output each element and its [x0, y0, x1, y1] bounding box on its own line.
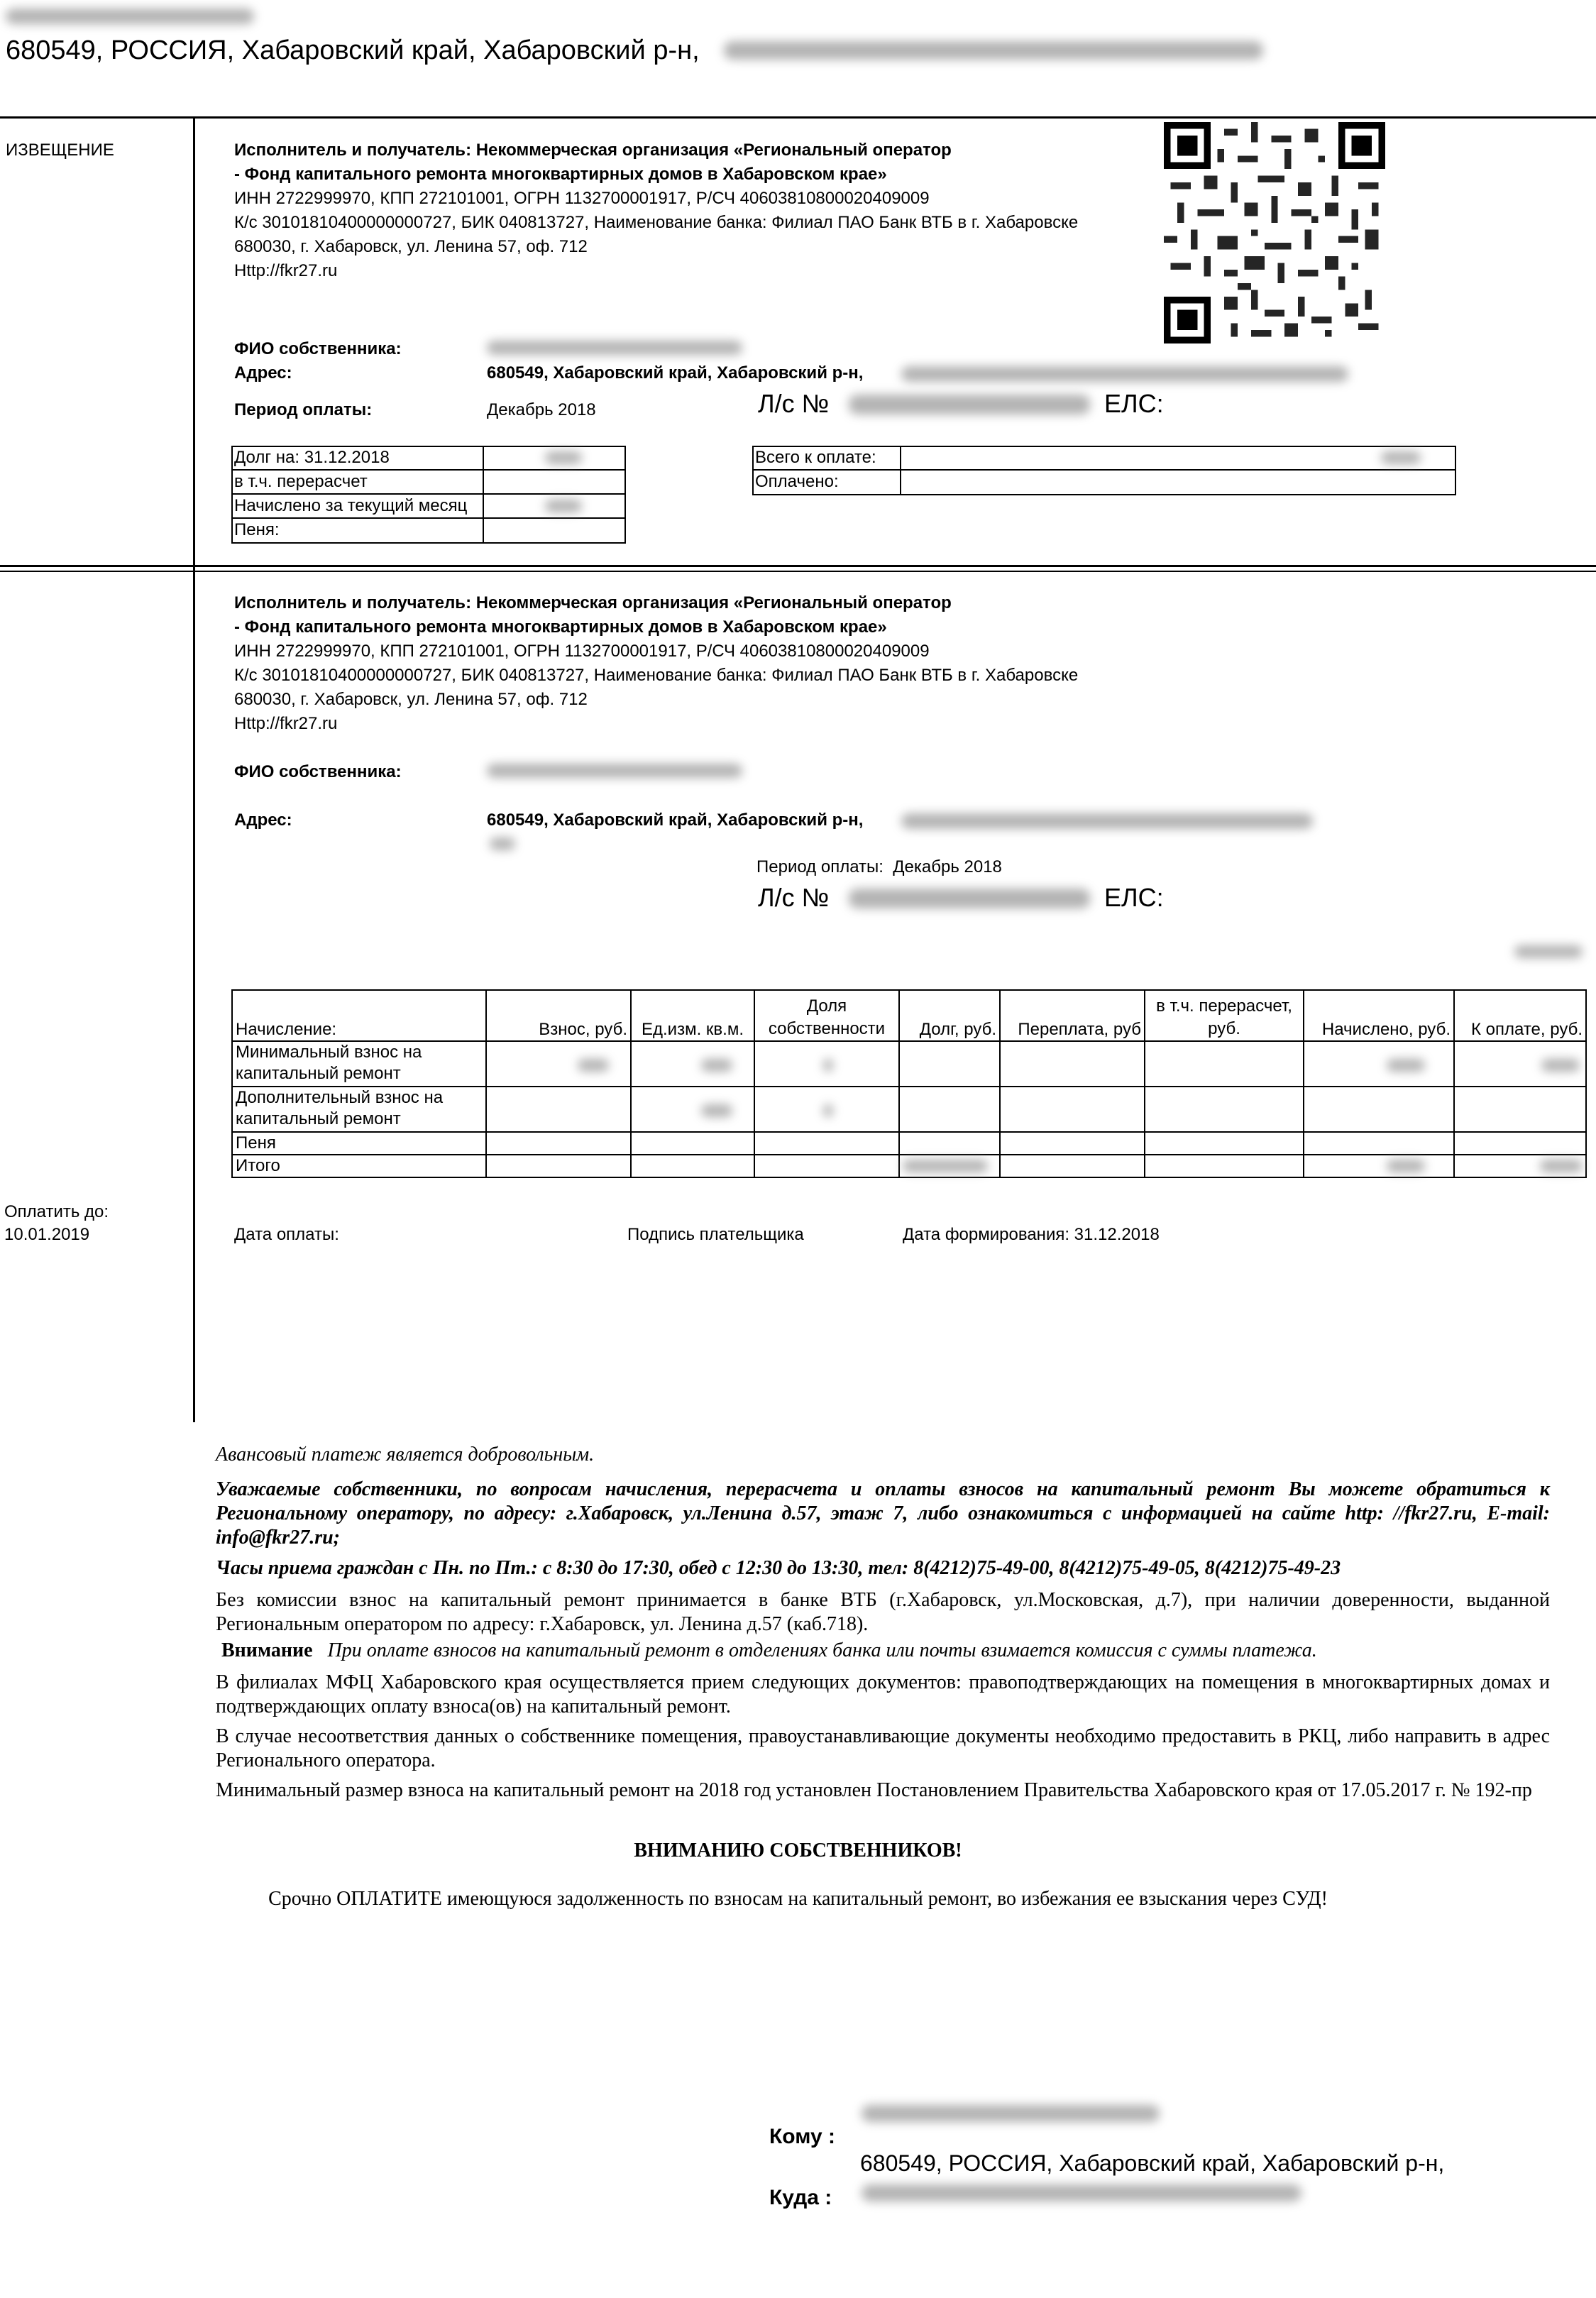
cell — [899, 1132, 1000, 1155]
redacted-cell — [578, 1059, 609, 1072]
cell — [899, 1041, 1000, 1087]
total-row-due: Всего к оплате: — [755, 448, 876, 467]
th-share: Доля собственности — [754, 990, 899, 1041]
cell — [754, 1087, 899, 1132]
cell — [1454, 1155, 1586, 1177]
cell — [1000, 1155, 1145, 1177]
receipt-address-label: Адрес: — [234, 810, 292, 830]
notice-recipient-line2: - Фонд капитального ремонта многоквартирных домов в Хабаровском крае» — [234, 165, 887, 184]
redacted-cell — [1540, 1160, 1583, 1172]
th-charge: Начисление: — [232, 990, 486, 1041]
table-row — [232, 1132, 1586, 1155]
cell — [486, 1132, 631, 1155]
cell — [1000, 1087, 1145, 1132]
th-overpay: Переплата, руб — [1000, 990, 1145, 1041]
redacted-street-top — [724, 41, 1263, 60]
table-header-row — [232, 990, 1586, 1041]
mailing-address: 680549, РОССИЯ, Хабаровский край, Хабаровский р-н, — [860, 2150, 1445, 2176]
receipt-site: Http://fkr27.ru — [234, 714, 338, 733]
notice-els-label: ЕЛС: — [1104, 389, 1164, 418]
notice-label: ИЗВЕЩЕНИЕ — [6, 141, 114, 160]
signature-label: Подпись плательщика — [627, 1225, 804, 1244]
cell — [1454, 1132, 1586, 1155]
redacted-recipient-name — [862, 2105, 1160, 2122]
office-hours: Часы приема граждан с Пн. по Пт.: с 8:30 до 17:30, обед с 12:30 до 13:30, тел: 8(4212)75-49-00, 8(4212)75-49-05, 8(4212)75-49-23 — [216, 1557, 1341, 1579]
row-extra-fee-label: Дополнительный взнос на капитальный ремонт — [232, 1087, 486, 1132]
redacted-charged-value — [545, 500, 582, 512]
mismatch-note: В случае несоответствия данных о собственнике помещения, правоустанавливающие документы необходимо предоставить в РКЦ, либо направить в адрес Регионального оператора. — [216, 1725, 1550, 1771]
cell — [1304, 1087, 1454, 1132]
charges-table — [231, 989, 1587, 1178]
qr-code — [1164, 122, 1385, 343]
cell — [754, 1132, 899, 1155]
owners-heading: ВНИМАНИЮ СОБСТВЕННИКОВ! — [634, 1840, 962, 1862]
notice-period-label: Период оплаты: — [234, 400, 373, 419]
cell — [1304, 1132, 1454, 1155]
cell — [486, 1155, 631, 1177]
receipt-recipient-line2: - Фонд капитального ремонта многоквартирных домов в Хабаровском крае» — [234, 617, 887, 637]
cell — [486, 1087, 631, 1132]
pay-until-date: 10.01.2019 — [4, 1225, 90, 1244]
cell — [1145, 1087, 1304, 1132]
row-penalty-label: Пеня — [232, 1132, 486, 1155]
cell — [1000, 1041, 1145, 1087]
notice-office: 680030, г. Хабаровск, ул. Ленина 57, оф. 712 — [234, 237, 588, 256]
redacted-address-receipt-2 — [490, 837, 515, 850]
notice-period-value: Декабрь 2018 — [487, 400, 596, 419]
redacted-owner-notice — [487, 341, 742, 355]
total-col-line — [900, 446, 901, 495]
th-charged: Начислено, руб. — [1304, 990, 1454, 1041]
receipt-address-value: 680549, Хабаровский край, Хабаровский р-н, — [487, 810, 864, 830]
cell — [1304, 1155, 1454, 1177]
table-row — [232, 1087, 1586, 1132]
redacted-account-receipt — [849, 889, 1090, 908]
redacted-address-notice — [901, 366, 1348, 382]
receipt-recipient-line1: Исполнитель и получатель: Некоммерческая организация «Региональный оператор — [234, 593, 952, 612]
redacted-account-notice — [849, 395, 1090, 414]
notice-ks: К/с 30101810400000000727, БИК 040813727, Наименование банка: Филиал ПАО Банк ВТБ в г. Хабаровске — [234, 213, 1079, 232]
receipt-account-label: Л/с № — [758, 883, 830, 912]
row-min-fee-label: Минимальный взнос на капитальный ремонт — [232, 1041, 486, 1087]
redacted-name-top — [6, 9, 254, 24]
cell — [631, 1155, 754, 1177]
cell — [754, 1155, 899, 1177]
cell — [1145, 1155, 1304, 1177]
redacted-cell — [823, 1104, 833, 1117]
receipt-inn: ИНН 2722999970, КПП 272101001, ОГРН 1132700001917, Р/СЧ 40603810800020409009 — [234, 642, 930, 661]
receipt-office: 680030, г. Хабаровск, ул. Ленина 57, оф. 712 — [234, 690, 588, 709]
advance-note: Авансовый платеж является добровольным. — [216, 1444, 595, 1466]
divider-middle — [0, 565, 1596, 567]
redacted-street-mailing — [862, 2184, 1301, 2201]
th-fee: Взнос, руб. — [486, 990, 631, 1041]
th-recalc: в т.ч. перерасчет, руб. — [1145, 990, 1304, 1041]
notice-address-label: Адрес: — [234, 363, 292, 383]
redacted-cell — [1387, 1160, 1425, 1172]
divider-middle-2 — [0, 571, 1596, 572]
redacted-cell — [903, 1160, 988, 1172]
cell — [899, 1155, 1000, 1177]
cell — [899, 1087, 1000, 1132]
redacted-cell — [701, 1059, 732, 1072]
contact-paragraph — [216, 1478, 1550, 1550]
total-row-paid: Оплачено: — [755, 472, 839, 491]
total-row-line — [752, 469, 1456, 471]
th-to-pay: К оплате, руб. — [1454, 990, 1586, 1041]
redacted-cell — [1541, 1059, 1580, 1072]
attention-label: Внимание — [221, 1639, 313, 1661]
debt-row-line-1 — [231, 469, 626, 471]
debt-row-debt: Долг на: 31.12.2018 — [234, 448, 390, 467]
cell — [631, 1041, 754, 1087]
debt-row-line-2 — [231, 493, 626, 495]
redacted-debt-value — [545, 451, 582, 464]
formed-date-label: Дата формирования: 31.12.2018 — [903, 1225, 1160, 1244]
debt-row-penalty: Пеня: — [234, 520, 280, 539]
notice-address-value: 680549, Хабаровский край, Хабаровский р-н, — [487, 363, 864, 383]
to-label: Кому : — [769, 2125, 836, 2148]
pay-until-label: Оплатить до: — [4, 1202, 109, 1221]
receipt-ks: К/с 30101810400000000727, БИК 040813727, Наименование банка: Филиал ПАО Банк ВТБ в г. Хабаровске — [234, 666, 1079, 685]
cell — [1000, 1132, 1145, 1155]
divider-vertical — [193, 116, 195, 1422]
attention-text: При оплате взносов на капитальный ремонт в отделениях банка или почты взимается комиссия с суммы платежа. — [327, 1639, 1317, 1661]
cell — [1145, 1132, 1304, 1155]
cell — [1145, 1041, 1304, 1087]
notice-owner-label: ФИО собственника: — [234, 339, 402, 358]
th-unit: Ед.изм. кв.м. — [631, 990, 754, 1041]
redacted-els-value — [1514, 945, 1583, 958]
cell — [1454, 1041, 1586, 1087]
redacted-address-receipt — [901, 813, 1313, 829]
receipt-els-label: ЕЛС: — [1104, 883, 1164, 912]
th-debt: Долг, руб. — [899, 990, 1000, 1041]
redacted-cell — [701, 1104, 732, 1117]
cell — [1454, 1087, 1586, 1132]
mfc-note: В филиалах МФЦ Хабаровского края осуществляется прием следующих документов: правоподтверждающих на помещения в многоквартирных домах и подтверждающих оплату взноса(ов) на капитальный ремонт. — [216, 1671, 1550, 1717]
divider-top — [0, 116, 1596, 119]
cell — [486, 1041, 631, 1087]
debt-row-charged: Начислено за текущий месяц — [234, 497, 468, 515]
row-total-label: Итого — [232, 1155, 486, 1177]
redacted-owner-receipt — [487, 764, 742, 778]
notice-account-label: Л/с № — [758, 389, 830, 418]
debt-row-recalc: в т.ч. перерасчет — [234, 472, 368, 491]
cell — [754, 1041, 899, 1087]
debt-col-line — [483, 446, 484, 544]
receipt-period: Период оплаты: Декабрь 2018 — [756, 857, 1002, 876]
debt-row-line-3 — [231, 517, 626, 519]
min-size-note: Минимальный размер взноса на капитальный ремонт на 2018 год установлен Постановлением Правительства Хабаровского края от 17.05.2017 г. № 192-пр — [216, 1779, 1532, 1801]
cell — [631, 1132, 754, 1155]
vtb-note: Без комиссии взнос на капитальный ремонт принимается в банке ВТБ (г.Хабаровск, ул.Московская, д.7), при наличии доверенности, выданной Региональным оператором по адресу: г.Хабаровск, ул. Ленина д.57 (каб.718). — [216, 1589, 1550, 1635]
pay-date-label: Дата оплаты: — [234, 1225, 339, 1244]
table-row — [232, 1155, 1586, 1177]
notice-site: Http://fkr27.ru — [234, 261, 338, 280]
redacted-total-value — [1381, 451, 1421, 464]
redacted-cell — [1387, 1059, 1425, 1072]
table-row — [232, 1041, 1586, 1087]
receipt-owner-label: ФИО собственника: — [234, 762, 402, 781]
urgent-note: Срочно ОПЛАТИТЕ имеющуюся задолженность по взносам на капитальный ремонт, во избежания ее взыскания через СУД! — [268, 1888, 1328, 1910]
notice-recipient-line1: Исполнитель и получатель: Некоммерческая организация «Региональный оператор — [234, 141, 952, 160]
cell — [631, 1087, 754, 1132]
redacted-cell — [823, 1059, 833, 1072]
notice-inn: ИНН 2722999970, КПП 272101001, ОГРН 1132700001917, Р/СЧ 40603810800020409009 — [234, 189, 930, 208]
where-label: Куда : — [769, 2186, 832, 2209]
header-address: 680549, РОССИЯ, Хабаровский край, Хабаровский р-н, — [6, 35, 700, 65]
cell — [1304, 1041, 1454, 1087]
contact-text: Уважаемые собственники, по вопросам начисления, перерасчета и оплаты взносов на капитальный ремонт Вы можете обратиться к Региональному оператору, по адресу: г.Хабаровск, ул.Ленина д.57, этаж 7, либо ознакомиться с информацией на сайте http: //fkr27.ru, E-mail: info@fkr27.ru; — [216, 1478, 1550, 1549]
attention-line — [221, 1639, 1556, 1662]
